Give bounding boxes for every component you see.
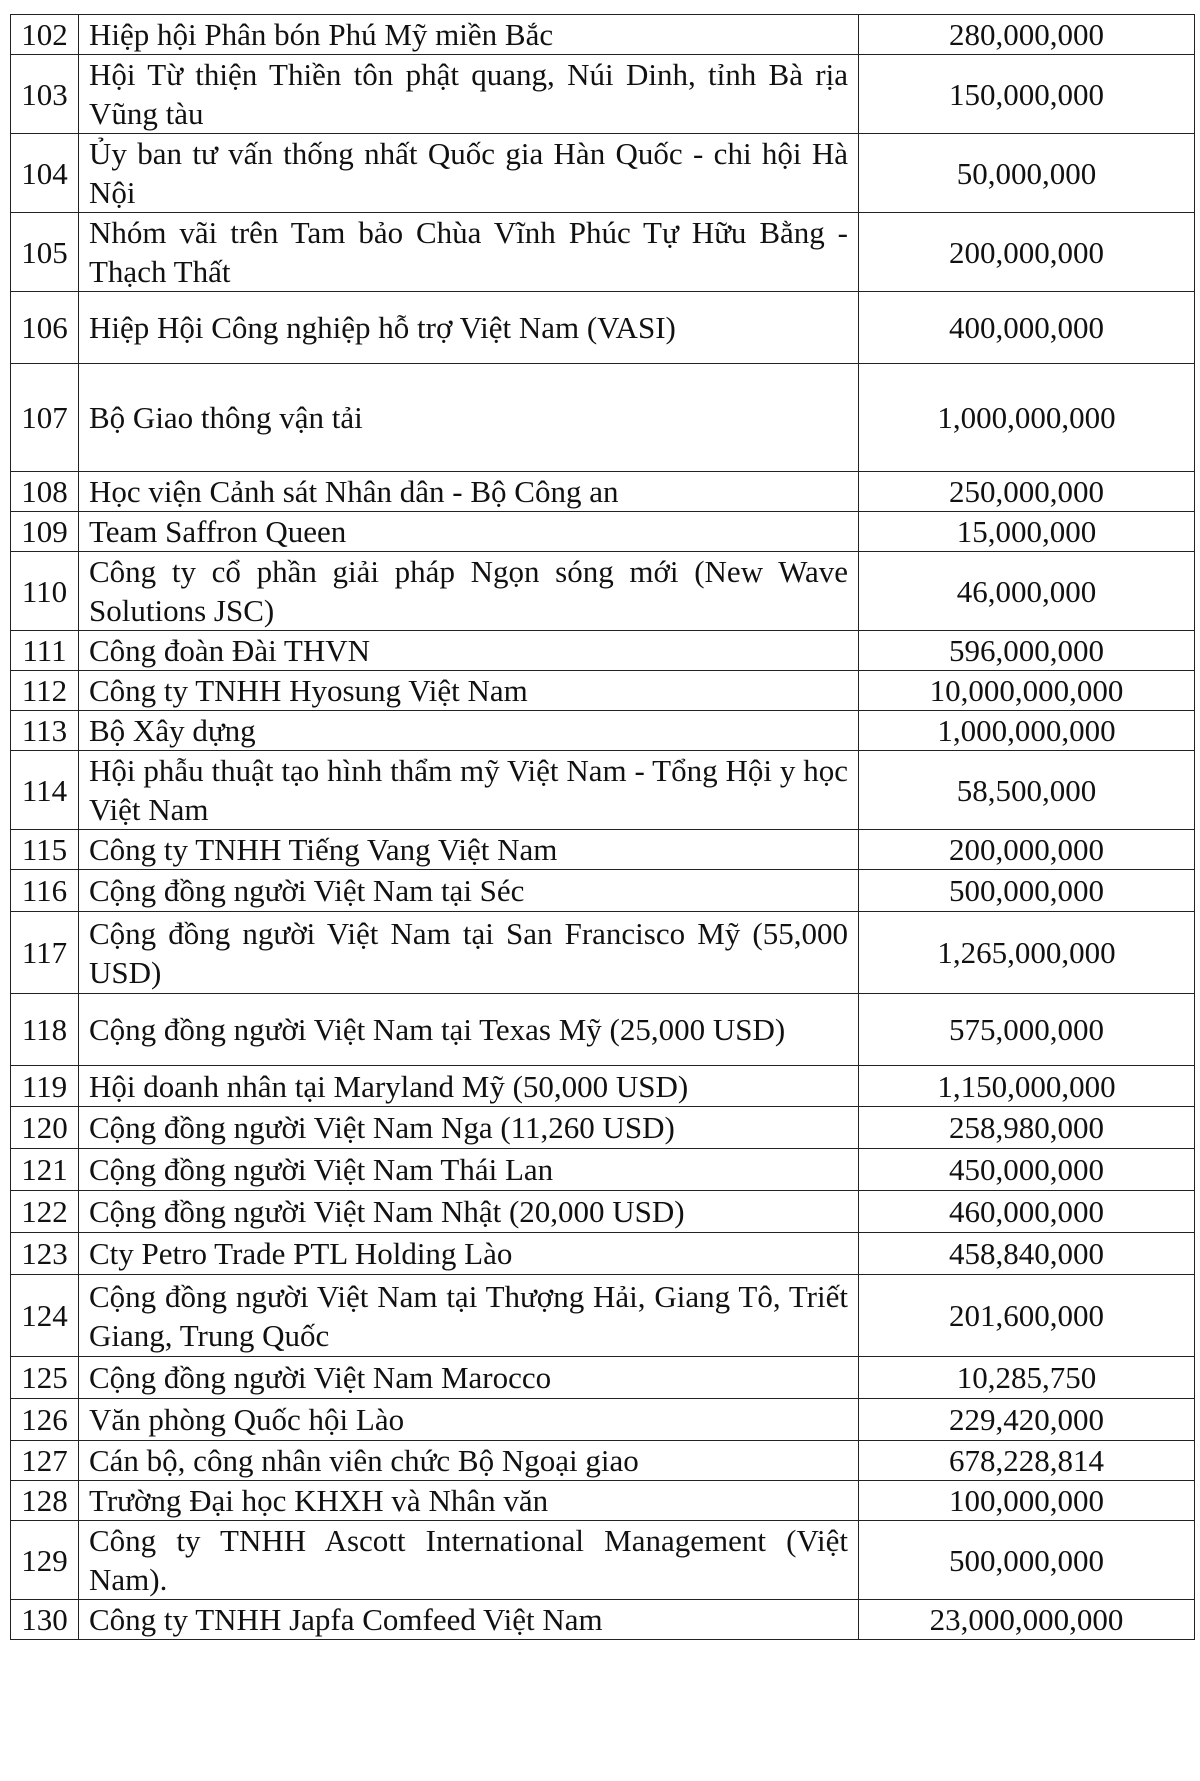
donor-name: Hội Từ thiện Thiền tôn phật quang, Núi Dinh, tỉnh Bà rịa Vũng tàu <box>79 55 859 134</box>
row-number: 120 <box>11 1107 79 1149</box>
donation-amount: 10,285,750 <box>859 1357 1195 1399</box>
donation-amount: 280,000,000 <box>859 15 1195 55</box>
row-number: 106 <box>11 292 79 364</box>
donor-name: Cán bộ, công nhân viên chức Bộ Ngoại giao <box>79 1441 859 1481</box>
donation-amount: 500,000,000 <box>859 870 1195 912</box>
donor-name: Team Saffron Queen <box>79 512 859 552</box>
donation-amount: 450,000,000 <box>859 1149 1195 1191</box>
table-row <box>11 1521 1195 1600</box>
table-row <box>11 55 1195 134</box>
donation-amount: 1,000,000,000 <box>859 364 1195 472</box>
table-row <box>11 711 1195 751</box>
donor-name: Cộng đồng người Việt Nam tại San Francisco Mỹ (55,000 USD) <box>79 912 859 994</box>
donation-amount: 258,980,000 <box>859 1107 1195 1149</box>
donor-name: Hiệp hội Phân bón Phú Mỹ miền Bắc <box>79 15 859 55</box>
row-number: 113 <box>11 711 79 751</box>
table-row <box>11 1233 1195 1275</box>
table-row <box>11 1481 1195 1521</box>
donation-amount: 1,265,000,000 <box>859 912 1195 994</box>
row-number: 115 <box>11 830 79 870</box>
donation-amount: 100,000,000 <box>859 1481 1195 1521</box>
donation-amount: 596,000,000 <box>859 631 1195 671</box>
row-number: 129 <box>11 1521 79 1600</box>
donation-amount: 58,500,000 <box>859 751 1195 830</box>
row-number: 125 <box>11 1357 79 1399</box>
row-number: 103 <box>11 55 79 134</box>
donor-name: Nhóm vãi trên Tam bảo Chùa Vĩnh Phúc Tự Hữu Bằng - Thạch Thất <box>79 213 859 292</box>
donor-name: Cộng đồng người Việt Nam tại Texas Mỹ (25,000 USD) <box>79 994 859 1066</box>
donation-amount: 15,000,000 <box>859 512 1195 552</box>
row-number: 107 <box>11 364 79 472</box>
row-number: 122 <box>11 1191 79 1233</box>
row-number: 128 <box>11 1481 79 1521</box>
donor-name: Cộng đồng người Việt Nam Nhật (20,000 USD) <box>79 1191 859 1233</box>
donation-amount: 50,000,000 <box>859 134 1195 213</box>
row-number: 105 <box>11 213 79 292</box>
donor-name: Ủy ban tư vấn thống nhất Quốc gia Hàn Quốc - chi hội Hà Nội <box>79 134 859 213</box>
donor-name: Văn phòng Quốc hội Lào <box>79 1399 859 1441</box>
table-row <box>11 292 1195 364</box>
table-row <box>11 1441 1195 1481</box>
table-row <box>11 1357 1195 1399</box>
table-row <box>11 1066 1195 1107</box>
table-row <box>11 1399 1195 1441</box>
donor-name: Cộng đồng người Việt Nam Marocco <box>79 1357 859 1399</box>
table-row <box>11 134 1195 213</box>
donation-amount: 46,000,000 <box>859 552 1195 631</box>
donor-name: Cộng đồng người Việt Nam Nga (11,260 USD) <box>79 1107 859 1149</box>
table-row <box>11 751 1195 830</box>
donation-amount: 150,000,000 <box>859 55 1195 134</box>
row-number: 108 <box>11 472 79 512</box>
table-row <box>11 671 1195 711</box>
table-row <box>11 472 1195 512</box>
table-row <box>11 364 1195 472</box>
donation-amount: 201,600,000 <box>859 1275 1195 1357</box>
row-number: 126 <box>11 1399 79 1441</box>
donations-table-body <box>11 15 1195 1640</box>
table-row <box>11 1600 1195 1640</box>
row-number: 110 <box>11 552 79 631</box>
donor-name: Bộ Giao thông vận tải <box>79 364 859 472</box>
donation-amount: 229,420,000 <box>859 1399 1195 1441</box>
row-number: 124 <box>11 1275 79 1357</box>
donor-name: Hiệp Hội Công nghiệp hỗ trợ Việt Nam (VASI) <box>79 292 859 364</box>
donor-name: Công ty TNHH Tiếng Vang Việt Nam <box>79 830 859 870</box>
row-number: 112 <box>11 671 79 711</box>
donation-amount: 500,000,000 <box>859 1521 1195 1600</box>
table-row <box>11 1275 1195 1357</box>
donation-amount: 10,000,000,000 <box>859 671 1195 711</box>
donation-amount: 678,228,814 <box>859 1441 1195 1481</box>
row-number: 114 <box>11 751 79 830</box>
donation-amount: 400,000,000 <box>859 292 1195 364</box>
donor-name: Cộng đồng người Việt Nam tại Séc <box>79 870 859 912</box>
donor-name: Cty Petro Trade PTL Holding Lào <box>79 1233 859 1275</box>
table-row <box>11 213 1195 292</box>
table-row <box>11 1149 1195 1191</box>
donor-name: Hội doanh nhân tại Maryland Mỹ (50,000 USD) <box>79 1066 859 1107</box>
donor-name: Công ty TNHH Ascott International Management (Việt Nam). <box>79 1521 859 1600</box>
donation-amount: 460,000,000 <box>859 1191 1195 1233</box>
row-number: 130 <box>11 1600 79 1640</box>
donor-name: Công ty TNHH Japfa Comfeed Việt Nam <box>79 1600 859 1640</box>
donor-name: Học viện Cảnh sát Nhân dân - Bộ Công an <box>79 472 859 512</box>
donation-amount: 250,000,000 <box>859 472 1195 512</box>
donor-name: Công đoàn Đài THVN <box>79 631 859 671</box>
donor-name: Cộng đồng người Việt Nam Thái Lan <box>79 1149 859 1191</box>
table-row <box>11 912 1195 994</box>
donation-amount: 1,150,000,000 <box>859 1066 1195 1107</box>
donor-name: Trường Đại học KHXH và Nhân văn <box>79 1481 859 1521</box>
row-number: 116 <box>11 870 79 912</box>
row-number: 104 <box>11 134 79 213</box>
table-row <box>11 1107 1195 1149</box>
table-row <box>11 1191 1195 1233</box>
table-row <box>11 870 1195 912</box>
donation-amount: 23,000,000,000 <box>859 1600 1195 1640</box>
donation-amount: 200,000,000 <box>859 213 1195 292</box>
row-number: 123 <box>11 1233 79 1275</box>
donation-amount: 200,000,000 <box>859 830 1195 870</box>
donor-name: Công ty cổ phần giải pháp Ngọn sóng mới (New Wave Solutions JSC) <box>79 552 859 631</box>
table-row <box>11 15 1195 55</box>
row-number: 111 <box>11 631 79 671</box>
table-row <box>11 512 1195 552</box>
donor-name: Hội phẫu thuật tạo hình thẩm mỹ Việt Nam - Tổng Hội y học Việt Nam <box>79 751 859 830</box>
donation-document <box>10 14 1194 1640</box>
donation-amount: 458,840,000 <box>859 1233 1195 1275</box>
row-number: 102 <box>11 15 79 55</box>
row-number: 117 <box>11 912 79 994</box>
row-number: 119 <box>11 1066 79 1107</box>
table-row <box>11 631 1195 671</box>
donor-name: Bộ Xây dựng <box>79 711 859 751</box>
row-number: 109 <box>11 512 79 552</box>
table-row <box>11 830 1195 870</box>
row-number: 127 <box>11 1441 79 1481</box>
table-row <box>11 552 1195 631</box>
donor-name: Công ty TNHH Hyosung Việt Nam <box>79 671 859 711</box>
donation-amount: 1,000,000,000 <box>859 711 1195 751</box>
table-row <box>11 994 1195 1066</box>
donor-name: Cộng đồng người Việt Nam tại Thượng Hải, Giang Tô, Triết Giang, Trung Quốc <box>79 1275 859 1357</box>
row-number: 118 <box>11 994 79 1066</box>
donations-table <box>10 14 1195 1640</box>
donation-amount: 575,000,000 <box>859 994 1195 1066</box>
row-number: 121 <box>11 1149 79 1191</box>
